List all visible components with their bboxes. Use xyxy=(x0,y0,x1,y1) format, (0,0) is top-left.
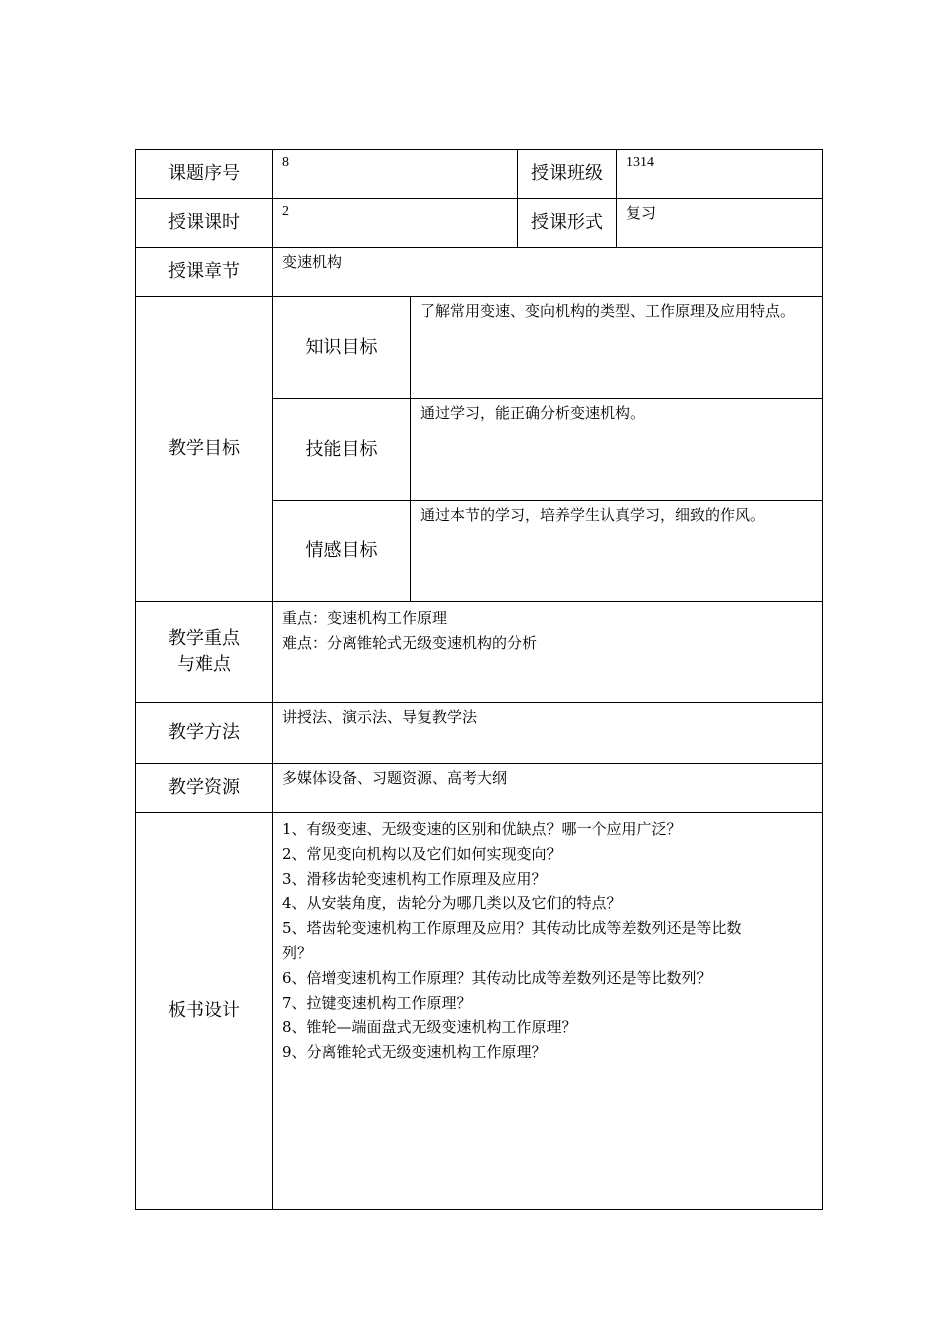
board-item: 9、分离锥轮式无级变速机构工作原理？ xyxy=(282,1043,547,1062)
class-value: 1314 xyxy=(617,150,823,199)
key-points-label-line1: 教学重点 xyxy=(168,628,240,649)
methods-label: 教学方法 xyxy=(136,703,273,764)
topic-no-value: 8 xyxy=(273,150,518,199)
row-key-points xyxy=(136,602,823,703)
board-item: 3、滑移齿轮变速机构工作原理及应用？ xyxy=(282,869,547,888)
objectives-label: 教学目标 xyxy=(136,297,273,602)
difficulty-text: 难点：分离锥轮式无级变速机构的分析 xyxy=(282,634,538,652)
board-item: 7、拉键变速机构工作原理？ xyxy=(282,993,472,1012)
board-design-content xyxy=(273,813,823,1210)
topic-no-label: 课题序号 xyxy=(136,150,273,199)
row-chapter xyxy=(136,248,823,297)
board-item: 5、塔齿轮变速机构工作原理及应用？其传动比成等差数列还是等比数 xyxy=(282,919,742,938)
row-knowledge-objective xyxy=(136,297,823,399)
key-points-label-line2: 与难点 xyxy=(177,654,231,675)
knowledge-objective-text: 了解常用变速、变向机构的类型、工作原理及应用特点。 xyxy=(411,297,823,399)
methods-value: 讲授法、演示法、导复教学法 xyxy=(273,703,823,764)
row-board-design xyxy=(136,813,823,1210)
board-item: 6、倍增变速机构工作原理？其传动比成等差数列还是等比数列？ xyxy=(282,968,712,987)
board-item: 1、有级变速、无级变速的区别和优缺点？哪一个应用广泛？ xyxy=(282,820,682,838)
skill-objective-text: 通过学习，能正确分析变速机构。 xyxy=(411,399,823,501)
focus-text: 重点：变速机构工作原理 xyxy=(282,609,448,627)
emotion-objective-label: 情感目标 xyxy=(273,501,411,602)
board-design-label: 板书设计 xyxy=(136,813,273,1210)
board-item: 2、常见变向机构以及它们如何实现变向？ xyxy=(282,844,562,863)
hours-value: 2 xyxy=(273,199,518,248)
board-item: 8、锥轮—端面盘式无级变速机构工作原理？ xyxy=(282,1018,577,1037)
lesson-plan-table xyxy=(135,149,823,1210)
resources-label: 教学资源 xyxy=(136,764,273,813)
row-methods xyxy=(136,703,823,764)
knowledge-objective-label: 知识目标 xyxy=(273,297,411,399)
resources-value: 多媒体设备、习题资源、高考大纲 xyxy=(273,764,823,813)
chapter-label: 授课章节 xyxy=(136,248,273,297)
chapter-value: 变速机构 xyxy=(273,248,823,297)
emotion-objective-text: 通过本节的学习，培养学生认真学习，细致的作风。 xyxy=(411,501,823,602)
row-resources xyxy=(136,764,823,813)
form-label: 授课形式 xyxy=(518,199,617,248)
form-value: 复习 xyxy=(617,199,823,248)
class-label: 授课班级 xyxy=(518,150,617,199)
row-topic-class xyxy=(136,150,823,199)
row-hours-form xyxy=(136,199,823,248)
board-item: 4、从安装角度，齿轮分为哪几类以及它们的特点？ xyxy=(282,894,622,913)
board-item: 列？ xyxy=(282,943,313,962)
key-points-content xyxy=(273,602,823,703)
key-points-label xyxy=(136,602,273,703)
skill-objective-label: 技能目标 xyxy=(273,399,411,501)
hours-label: 授课课时 xyxy=(136,199,273,248)
